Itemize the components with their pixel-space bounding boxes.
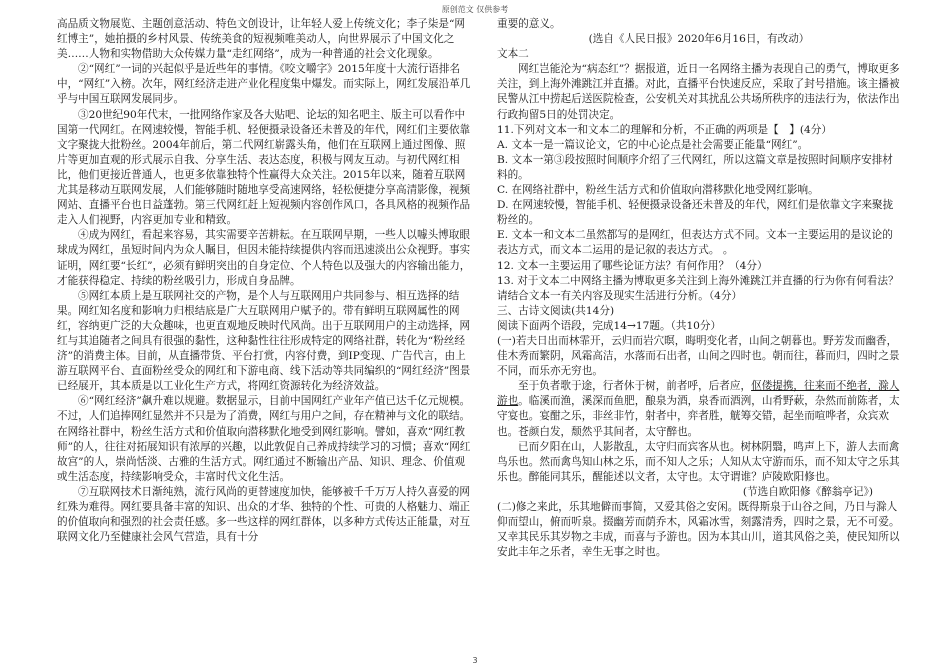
classical-text-a-para-3: 已而夕阳在山，人影散乱，太守归而宾客从也。树林阴翳，鸣声上下，游人去而禽鸟乐也。然而禽鸟知山林之乐，而不知人之乐；人知从太守游而乐，而不知太守之乐其乐也。醉能同其乐，醒能述以文者，太守也。太守谓谁？庐陵欧阳修也。 — [497, 440, 900, 483]
source-citation-2: (节选自欧阳修《醉翁亭记》) — [742, 485, 873, 498]
source-citation-1: (选自《人民日报》2020年6月16日，有改动） — [588, 33, 810, 46]
question-11-option-a: A. 文本一是一篇议论文，它的中心论点是社会需要正能量“网红”。 — [497, 138, 809, 151]
paragraph-3: ③20世纪90年代末，一批网络作家及各大贴吧、论坛的知名吧主、版主可以看作中国第一代网红。在网速较慢，智能手机、轻便摄录设备还未普及的年代，网红们主要依靠文字聚拢大批粉丝。2004年前后，第二代网红崭露头角，他们在互联网上通过图像、照片等更加直观的形式展示自我、分享生活、表达态度，积极与网友互动。与初代网红相比，他们更接近普通人，也更多依靠独特个性赢得大众关注。2015年以来，随着互联网尤其是移动互联网发展，人们能够随时随地享受高速网络，轻松便捷分享高清影像，视频网站、直播平台也日益蓬勃。第三代网红赶上短视频内容创作风口，各具风格的视频作品走入人们视野，内容更加专业和精致。 — [57, 108, 471, 227]
right-column — [497, 17, 901, 560]
question-11-option-e: E. 文本一和文本二虽然都写的是网红，但表达方式不同。文本一主要运用的是议论的表达方式，而文本二运用的是记叙的表达方式。 。 — [497, 229, 893, 257]
paragraph-6: ⑥“网红经济”飙升难以规避。数据显示，目前中国网红产业年产值已达千亿元规模。不过，人们追捧网红显然并不只是为了消费，网红与用户之间，存在精神与文化的联结。在网络社群中，粉丝生活方式和价值取向潜移默化地受到网红影响。譬如，喜欢“网红教师”的人，往往对拓展知识有浓厚的兴趣，以此敦促自己养成持续学习的习惯；喜欢“网红故宫”的人，崇尚恬淡、古雅的生活方式。网红通过不断输出产品、知识、理念、价值观或生活态度，持续影响受众，丰富时代文化生活。 — [57, 395, 471, 483]
question-11-option-d: D. 在网速较慢，智能手机、轻便摄录设备还未普及的年代，网红们是依靠文字来聚拢粉丝的。 — [497, 199, 894, 227]
classical-text-a-para-1: (一)若夫日出而林霏开，云归而岩穴暝，晦明变化者，山间之朝暮也。野芳发而幽香，佳木秀而繁阴，风霜高洁，水落而石出者，山间之四时也。朝而往，暮而归，四时之景不同，而乐亦无穷也。 — [497, 334, 900, 378]
reading-instructions: 阅读下面两个语段，完成14→17题。（共10分） — [497, 319, 722, 332]
question-11-option-c: C. 在网络社群中，粉丝生活方式和价值取向潜移默化地受网红影响。 — [497, 184, 819, 197]
classical-text-a-para-2 — [497, 379, 901, 439]
section-3-heading: 三、古诗文阅读(共14分) — [497, 304, 615, 317]
question-13: 13. 对于文本二中网络主播为博取更多关注到上海外滩跳江并直播的行为你有何看法？请结合文本一有关内容及现实生活进行分析。（4分） — [497, 274, 899, 302]
left-column — [57, 17, 475, 545]
question-12: 12. 文本一主要运用了哪些论证方法？有何作用？（4分） — [497, 259, 768, 272]
question-11: 11.下列对文本一和文本二的理解和分析，不正确的两项是【 】(4分） — [497, 123, 832, 136]
question-11-option-b: B. 文本一第③段按照时间顺序介绍了三代网红，所以这篇文章是按照时间顺序安排材料的。 — [497, 153, 893, 181]
paragraph-2: ②“网红”一词的兴起似乎是近些年的事情。《咬文嚼字》2015年度十大流行语排名中，“网红”入榜。次年，网红经济走进产业化程度集中爆发。而实际上，网红发展沿革几乎与中国互联网发展同步。 — [57, 63, 471, 106]
paragraph-7: ⑦互联网技术日渐纯熟，流行风尚的更替速度加快，能够被千千万万人持久喜爱的网红殊为难得。网红要具备丰富的知识、出众的才华、独特的个性、可贵的人格魅力、端正的价值取向和强烈的社会责任感。多一些这样的网红群体，以多种方式传达正能量，对互联网文化乃至健康社会风气营造，具有十分 — [57, 485, 471, 544]
text2-label: 文本二 — [497, 48, 529, 61]
page-header: 原创范文 仅供参考 — [441, 5, 509, 14]
classical-text-b: (二)修之来此，乐其地僻而事简，又爱其俗之安闲。既得斯泉于山谷之间，乃日与滁人仰而望山，俯而听泉。掇幽芳而荫乔木，风霜冰雪，刻露清秀，四时之景，无不可爱。又幸其民乐其岁物之丰成，而喜与予游也。因为本其山川，道其风俗之美，使民知所以安此丰年之乐者，幸生无事之时也。 — [497, 501, 900, 559]
page-number: 3 — [472, 656, 478, 665]
paragraph-intro: 高品质文物展览、主题创意活动、特色文创设计，让年轻人爱上传统文化；李子柒是“网红博主”，她拍摄的乡村风景、传统美食的短视频唯美动人，向世界展示了中国文化之美……人物和实物借助大众传媒力量“走红网络”，成为一种普通的社会文化现象。 — [57, 18, 465, 61]
text-segment: 至于负者歌于途，行者休于树，前者呼，后者应， — [518, 380, 752, 393]
paragraph-4: ④成为网红，看起来容易，其实需要辛苦耕耘。在互联网早期，一些人以噱头博取眼球成为网红，虽短时间内为众人瞩目，但因未能持续提供内容而迅速淡出公众视野。事实证明，网红要“长红”，必须有鲜明突出的自身定位、个人特色以及强大的内容输出能力，才能获得稳定、持续的粉丝吸引力，形成自身品牌。 — [57, 229, 471, 287]
text2-body: 网红岂能沦为“病态红”？据报道，近日一名网络主播为表现自己的勇气，博取更多关注，到上海外滩跳江并直播。对此，直播平台快速反应，采取了封号措施。该主播被民警从江中捞起后送医院检查，公安机关对其扰乱公共场所秩序的违法行为，依法作出行政拘留5日的处罚决定。 — [497, 63, 900, 121]
underlined-sentence: 伛偻提携，往来而不绝者，滁人游也 — [497, 380, 900, 408]
text-segment: 。临溪而渔，溪深而鱼肥，酿泉为酒，泉香而酒洌，山肴野蔌，杂然而前陈者，太守宴也。宴酣之乐，非丝非竹，射者中，弈者胜，觥筹交错，起坐而喧哗者，众宾欢也。苍颜白发，颓然乎其间者，太守醉也。 — [497, 395, 900, 438]
paragraph-continuation: 重要的意义。 — [497, 18, 561, 30]
paragraph-5: ⑤网红本质上是互联网社交的产物，是个人与互联网用户共同参与、相互选择的结果。网红知名度和影响力归根结底是广大互联网用户赋予的。带有鲜明互联网属性的网红，容纳更广泛的大众趣味，也更直观地反映时代风尚。出于互联网用户的主动选择，网红与其追随者之间具有很强的黏性，这种黏性往往形成特定的网络社群，转化为“粉丝经济”的消费主体。目前，从直播带货、平台打赏，内容付费，到IP变现、广告代言，由上游互联网平台、直面粉丝受众的网红和下游电商、线下活动等共同编织的“网红经济”图景已经展开，其本质是以工业化生产方式，将网红资源转化为经济效益。 — [57, 289, 471, 393]
